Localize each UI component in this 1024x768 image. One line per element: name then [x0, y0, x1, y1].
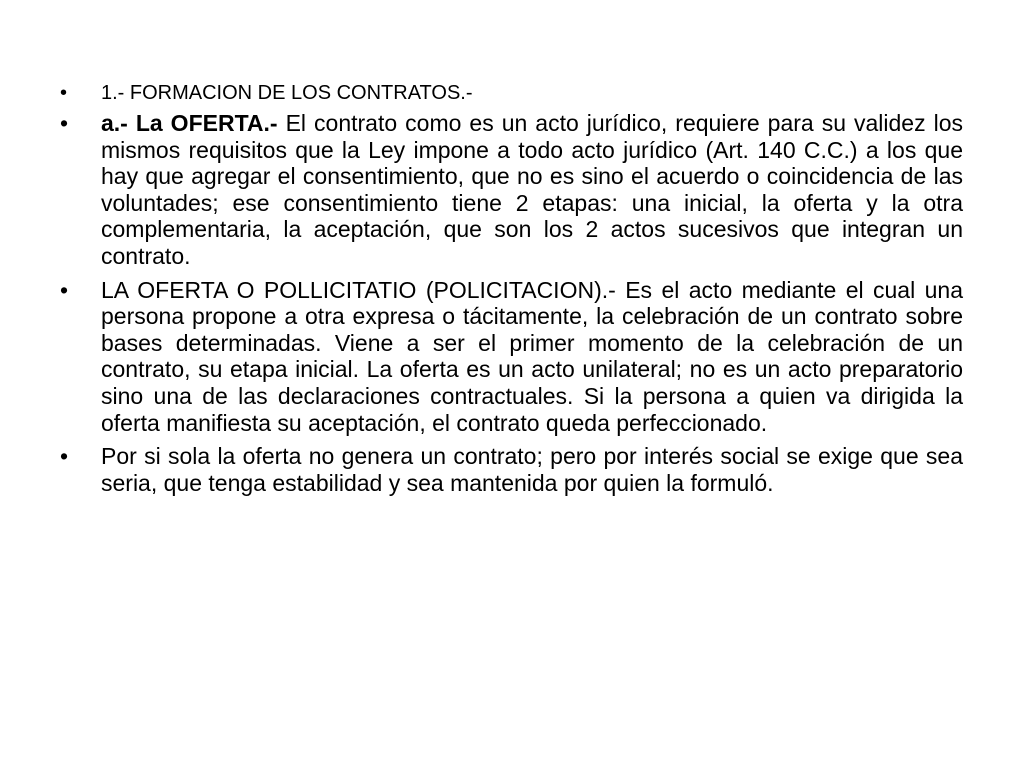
bullet-dot-icon: •	[60, 110, 69, 136]
item-text: Por si sola la oferta no genera un contrato; pero por interés social se exige que sea seria, que tenga estabilidad y sea mantenida por quien la formuló.	[101, 443, 963, 496]
item-text: El contrato como es un acto jurídico, requiere para su validez los mismos requisitos que la Ley impone a todo acto jurídico (Art. 140 C.C.) a los que hay que agregar el consentimiento, que no es sino el acuerdo o coincidencia de las voluntades; ese consentimiento tiene 2 etapas: una inicial, la oferta y la otra complementaria, la aceptación, que son los 2 actos sucesivos que integran un contrato.	[101, 110, 963, 269]
bullet-dot-icon: •	[60, 82, 68, 104]
list-item-pollicitatio	[60, 277, 963, 437]
list-item-seria	[60, 443, 963, 496]
list-item-oferta	[60, 110, 963, 270]
section-heading: 1.- FORMACION DE LOS CONTRATOS.-	[101, 82, 473, 104]
bullet-list	[60, 76, 963, 503]
list-item-heading	[60, 76, 963, 110]
bullet-dot-icon: •	[60, 443, 69, 470]
item-lead-label: a.- La OFERTA.-	[101, 110, 278, 136]
bullet-dot-icon: •	[60, 276, 69, 303]
item-text: LA OFERTA O POLLICITATIO (POLICITACION).- Es el acto mediante el cual una persona propone a otra expresa o tácitamente, la celebración de un contrato sobre bases determinadas. Viene a ser el primer momento de la celebración de un contrato, su etapa inicial. La oferta es un acto unilateral; no es un acto preparatorio sino una de las declaraciones contractuales. Si la persona a quien va dirigida la oferta manifiesta su aceptación, el contrato queda perfeccionado.	[101, 276, 963, 436]
